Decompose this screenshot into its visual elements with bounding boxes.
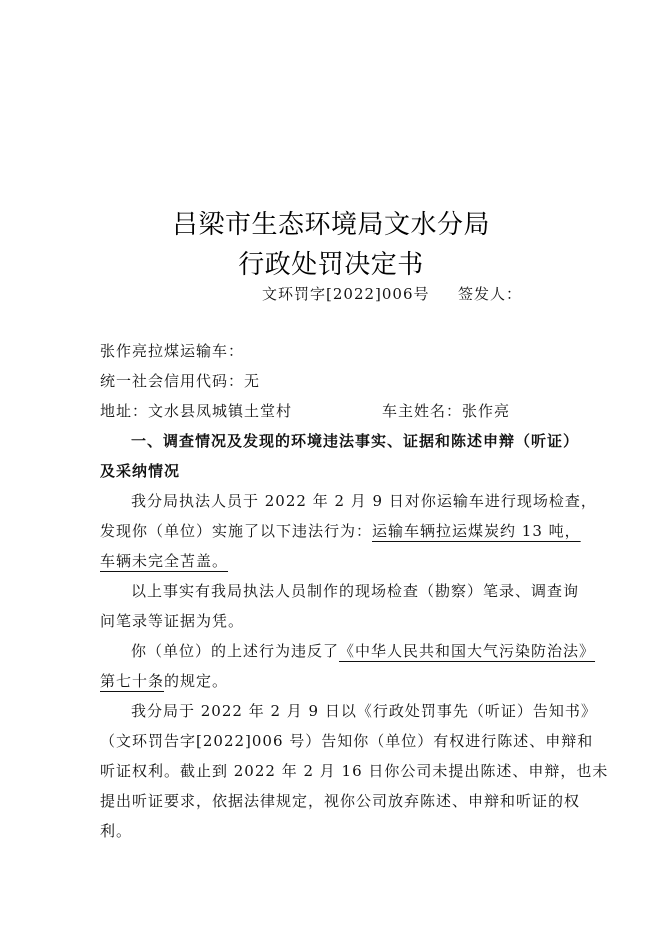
paragraph4-line2: （文环罚告字[2022]006 号）告知你（单位）有权进行陈述、申辩和	[100, 732, 594, 750]
paragraph3-line1-text: 你（单位）的上述行为违反了	[131, 642, 340, 660]
paragraph1-line2-text: 发现你（单位）实施了以下违法行为：	[100, 522, 373, 540]
paragraph1-line3	[100, 551, 228, 571]
paragraph2-line1: 以上事实有我局执法人员制作的现场检查（勘察）笔录、调查询	[131, 582, 580, 600]
paragraph4-line4: 提出听证要求，依据法律规定，视你公司放弃陈述、申辩和听证的权	[100, 792, 581, 810]
violated-law: 《中华人民共和国大气污染防治法》	[339, 642, 596, 660]
document-title-agency: 吕梁市生态环境局文水分局	[171, 210, 490, 240]
paragraph4-line5: 利。	[100, 822, 133, 840]
violation-description: 运输车辆拉运煤炭约 13 吨，	[372, 522, 581, 540]
paragraph1-line2	[100, 521, 581, 541]
party-name: 张作亮拉煤运输车：	[100, 342, 245, 360]
paragraph3-line2	[100, 671, 228, 691]
violated-article: 第七十条	[100, 672, 165, 690]
document-title-type: 行政处罚决定书	[238, 250, 424, 280]
vehicle-owner: 车主姓名：张作亮	[382, 402, 511, 420]
signer-label: 签发人：	[458, 285, 523, 303]
credit-code: 统一社会信用代码：无	[100, 372, 261, 390]
document-number: 文环罚字[2022]006号	[262, 285, 430, 303]
section1-heading-line1: 一、调查情况及发现的环境违法事实、证据和陈述申辩（听证）	[131, 432, 580, 450]
section1-heading-line2: 及采纳情况	[100, 462, 181, 480]
violation-description-cont: 车辆未完全苫盖。	[100, 552, 229, 570]
paragraph2-line2: 问笔录等证据为凭。	[100, 612, 245, 630]
paragraph4-line1: 我分局于 2022 年 2 月 9 日以《行政处罚事先（听证）告知书》	[131, 702, 597, 720]
paragraph3-line2-text: 的规定。	[164, 672, 229, 690]
paragraph4-line3: 听证权利。截止到 2022 年 2 月 16 日你公司未提出陈述、申辩，也未	[100, 762, 609, 780]
party-address: 地址：文水县凤城镇土堂村	[100, 402, 293, 420]
paragraph1-line1: 我分局执法人员于 2022 年 2 月 9 日对你运输车进行现场检查，	[131, 492, 597, 510]
paragraph3-line1	[131, 641, 595, 661]
